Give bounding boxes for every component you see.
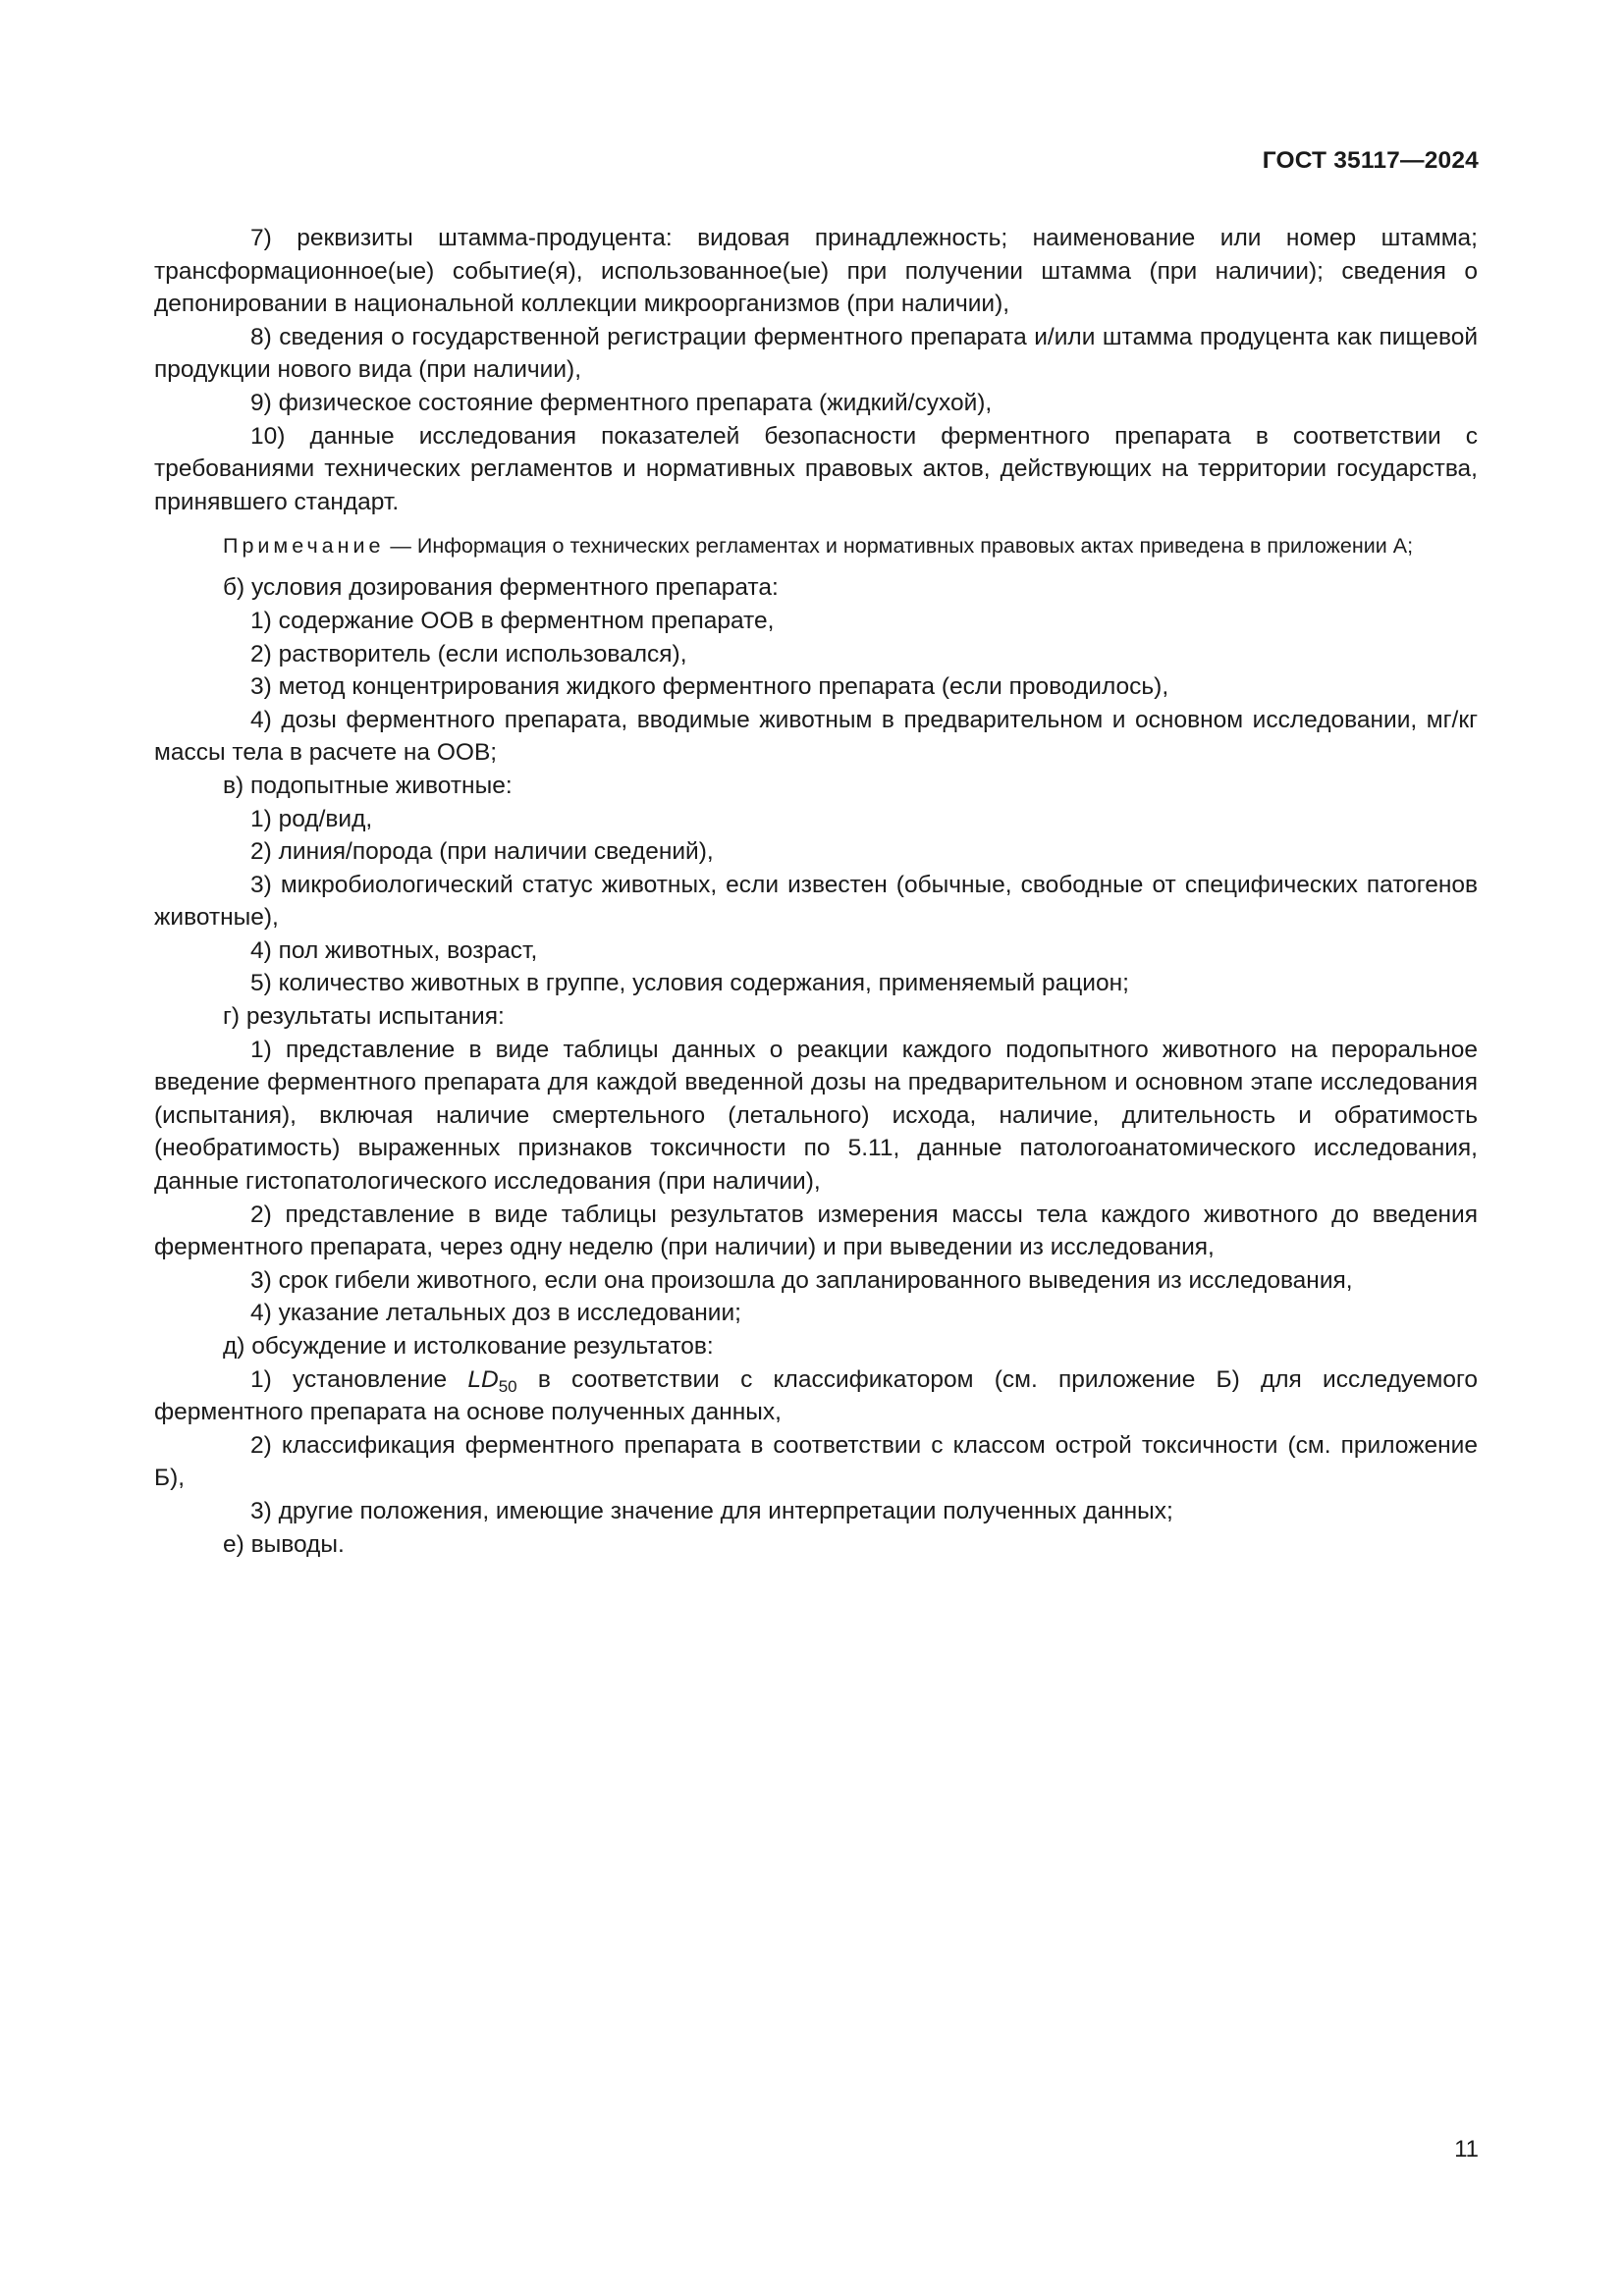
ld50-term [467,1365,517,1396]
section-v-item-3: 3) микробиологический статус животных, если известен (обычные, свободные от специфических патогенов животные), [154,871,1478,932]
section-b-item-2: 2) растворитель (если использовался), [250,640,687,667]
ld-subscript: 50 [498,1376,517,1396]
section-v-item-2: 2) линия/порода (при наличии сведений), [250,838,714,866]
document-body [154,222,1478,1561]
section-v-item-5: 5) количество животных в группе, условия содержания, применяемый рацион; [250,970,1129,997]
section-g-heading: г) результаты испытания: [223,1003,505,1031]
section-g-item-2: 2) представление в виде таблицы результатов измерения массы тела каждого животного до введения ферментного препарата, через одну неделю (при наличии) и при выведении из исследования, [154,1201,1478,1261]
section-v-item-4: 4) пол животных, возраст, [250,936,538,964]
paragraph-item-8: 8) сведения о государственной регистрации ферментного препарата и/или штамма продуцента как пищевой продукции нового вида (при наличии), [154,323,1478,384]
paragraph-item-9: 9) физическое состояние ферментного препарата (жидкий/сухой), [250,389,993,416]
section-g-item-4: 4) указание летальных доз в исследовании; [250,1300,741,1327]
section-g-item-3: 3) срок гибели животного, если она произошла до запланированного выведения из исследования, [250,1266,1353,1294]
ld-symbol: LD [467,1365,499,1393]
section-v-heading: в) подопытные животные: [223,772,513,799]
section-g-item-1: 1) представление в виде таблицы данных о реакции каждого подопытного животного на пероральное введение ферментного препарата для каждой введенной дозы на предварительном и основном этапе исследования (испытания), включая наличие смертельного (летального) исхода, наличие, длительность и обратимость (необратимость) выраженных признаков токсичности по 5.11, данные патологоанатомического исследования, данные гистопатологического исследования (при наличии), [154,1036,1478,1196]
section-d-item-1 [154,1363,1478,1429]
section-d-item-2: 2) классификация ферментного препарата в соответствии с классом острой токсичности (см. приложение Б), [154,1431,1478,1492]
section-e-heading: е) выводы. [223,1530,345,1558]
section-b-item-3: 3) метод концентрирования жидкого ферментного препарата (если проводилось), [250,673,1169,701]
section-d-heading: д) обсуждение и истолкование результатов: [223,1333,714,1360]
page-number: 11 [1454,2136,1479,2163]
paragraph-item-10: 10) данные исследования показателей безопасности ферментного препарата в соответствии с требованиями технических регламентов и нормативных правовых актов, действующих на территории государства, принявшего стандарт. [154,422,1478,515]
section-b-item-4: 4) дозы ферментного препарата, вводимые животным в предварительном и основном исследовании, мг/кг массы тела в расчете на ООВ; [154,706,1478,767]
d1-prefix: 1) установление [250,1365,468,1393]
note-text: — Информация о технических регламентах и нормативных правовых актах приведена в приложении А; [384,534,1414,559]
paragraph-item-7: 7) реквизиты штамма-продуцента: видовая принадлежность; наименование или номер штамма; трансформационное(ые) событие(я), использованное(ые) при получении штамма (при наличии); сведения о депонировании в национальной коллекции микроорганизмов (при наличии), [154,225,1478,318]
note [154,532,1478,560]
section-v-item-1: 1) род/вид, [250,805,373,832]
section-b-heading: б) условия дозирования ферментного препарата: [223,574,779,602]
section-d-item-3: 3) другие положения, имеющие значение для интерпретации полученных данных; [250,1497,1173,1524]
d1-suffix: в соответствии с классификатором (см. приложение Б) для исследуемого ферментного препарата на основе полученных данных, [154,1365,1478,1426]
note-label: Примечание [223,534,385,559]
section-b-item-1: 1) содержание ООВ в ферментном препарате, [250,607,775,634]
document-code: ГОСТ 35117—2024 [1262,147,1479,174]
